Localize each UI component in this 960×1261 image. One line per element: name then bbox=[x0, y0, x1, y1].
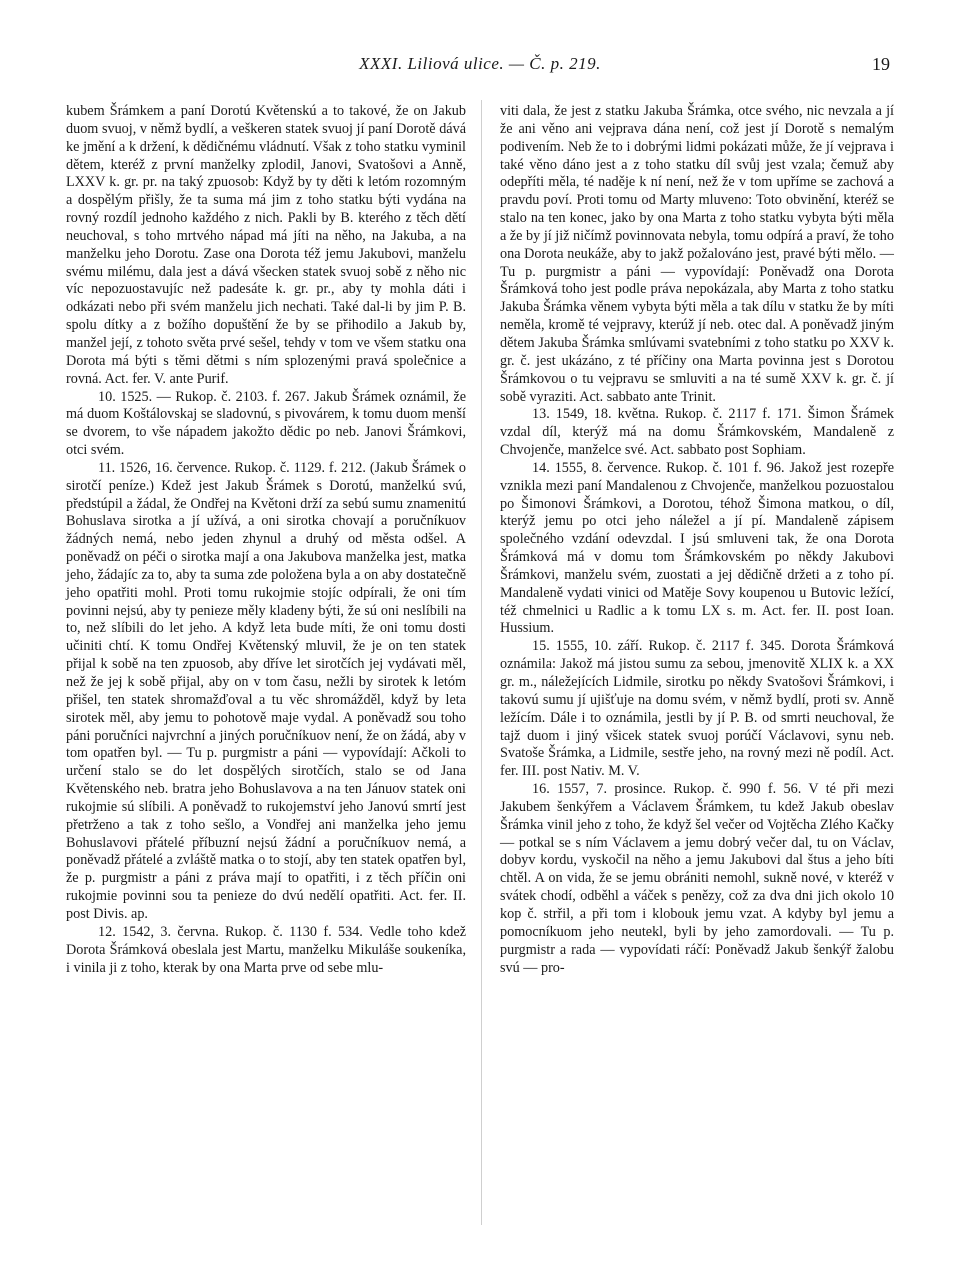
paragraph: 16. 1557, 7. prosince. Rukop. č. 990 f. 56. V té při mezi Jakubem šenkýřem a Václavem Šrámkem, tu kdež Jakub obeslav Šrámka vinil jeho z toho, že když šel večer od Vojtěcha Zlého Kačky — potkal se s ním Václavem a jemu dobrý večer dal, tu on Václav, dobyv kordu, vyskočil na něho a jemu Jakubovi dal štus a jeho bíti chtěl. A on vida, že se jemu obrániti nemohl, sukně nové, v kteréž v svátek chodí, odběhl a váček s penězy, což za dva dni jich okolo 10 kop č. strřil, a při tom i klobouk jemu vzat. A kdyby byl jemu a pomocníkuom jeho neutekl, byli by jeho zamordovali. — Tu p. purgmistr a rada — vypovídati ráčí: Poněvadž Jakub šenkýř žalobu svú — pro- bbox=[500, 781, 894, 976]
paragraph: 10. 1525. — Rukop. č. 2103. f. 267. Jakub Šrámek oznámil, že má duom Koštálovskaj se sladovnú, s pivovárem, k tomu duom menší se dvorem, to vše nápadem jakožto dědic po neb. Janovi Šrámkovi, otci svém. bbox=[66, 388, 466, 459]
right-column bbox=[500, 103, 894, 977]
paragraph: kubem Šrámkem a paní Dorotú Květenskú a to takové, že on Jakub duom svuoj, v němž bydlí, a veškeren statek svuoj jí paní Dorotě dává ke jmění a k držení, k dědičnému vládnutí. Však z toho statku vyminil dětem, kteréž z první manželky zplodil, Janovi, Svatošovi a Anně, LXXV k. gr. pr. na taký zpuosob: Když by ty děti k letóm rozomným a dospělým přišly, že ta suma má jim z toho statku býti vydána na rovný rozdíl jednoho každého z nich. Pakli by B. kterého z těch dětí neuchoval, s toho mrtvého nápad má jíti na něho, na Jakuba, a na manželku jeho Dorotu. Zase ona Dorota též jemu Jakubovi, manželu svému milému, dala jest a dává všecken statek svuoj sobě z něho nic víc nepozuostavujíc než padesáte k. gr. pr., aby ty mohla dáti i odkázati nebo při svém manželu jich nechati. Také dal-li by jim P. B. spolu dítky a z božího dopuštění že by se přihodilo a Jakub by, manžel její, z tohoto světa prvé sešel, tehdy v tom ve všem statku ona Dorota má býti s těmi dětmi s ním splozenými pravá společnice a rovná. Act. fer. V. ante Purif. bbox=[66, 103, 466, 387]
paragraph: 11. 1526, 16. července. Rukop. č. 1129. f. 212. (Jakub Šrámek o sirotčí peníze.) Kdež jest Jakub Šrámek s Dorotú, manželkú svú, předstúpil a žádal, že Ondřej na Květoni drží za sebú sumu znamenitú Bohuslava sirotka a jí užívá, a oni sirotka chovají a poručníkuov žádných nemá, nebo jeden zhynul a druhý od města odšel. A poněvadž on péči o sirotka mají a ona Jakubova manželka jest, matka jeho, žádajíc za to, aby ta suma zde položena byla a on aby dostatečně jeho opatřiti mohl. Proti tomu rukojmie stojíc odpírali, že oni tím povinni nejsú, aby ty penieze měly kladeny býti, že sú oni neslíbili na to, než slíbili do let jeho. A když leta bude míti, že oni tomu dosti učiniti chtí. K tomu Ondřej Květenský mluvil, že je on ten statek přijal k sobě na ten zpuosob, aby dříve let sirotčích jej vydávati měl, než že jej k sobě přijal, aby on v tom času, nežli by sirotek k letóm přišel, ten statek shromažďoval a tu věc shromážděl, když by leta sirotek měl, aby jemu to pohotově maje vydal. A poněvadž sou toho páni poručníci najvrchní a jiných poručníkuov není, že on žádá, aby v tom opatřen byl. — Tu p. purgmistr a páni — vypovídají: Ačkoli to určení stalo se do let dospělých sirotčích, stalo se od Jana Květenského neb. bratra jeho Bohuslavova a na ten Jánuov statek oni rukojmie sú slíbili. A poněvadž to rukojemství jeho Janovú smrtí jest přetrženo a tak z toho sešlo, a Vondřej ani manželka jeho jemu Bohuslavovi přátelé příbuzní nejsú žádní a poručníkuov nemá, a poněvadž přátelé a zvláště matka o to stojí, aby ten statek opatřen byl, že p. purgmistr a páni z práva mají to opatřiti, i z těch příčin oni rukojmie povinni sou ta penieze do dvú nedělí opatřiti. Act. fer. II. post Divis. ap. bbox=[66, 459, 466, 922]
paragraph: viti dala, že jest z statku Jakuba Šrámka, otce svého, nic nevzala a jí že ani věno ani vejprava dána není, což jest jí Dorotě s nemalým podivením. Neb že to i dobrými lidmi pokázati může, že jí vejprava i také věno dáno jest a z toho statku díl svůj jest vzala; čemuž aby odepříti měla, té naděje k ní není, než že v tom upříme se zachová a pravdu poví. Proti tomu od Marty mluveno: Toto obvinění, kteréž se stalo na ten konec, jako by ona Marta z toho statku vybyta býti měla a že by jí již ničímž povinnovata nebyla, tomu odpírá a praví, že toho ona Dorota neukáže, aby to jakž požalováno jest, pravé býti mělo. — Tu p. purgmistr a páni — vypovídají: Poněvadž ona Dorota Šrámková toho jest podle práva nepokázala, aby Marta z toho statku Jakuba Šrámka věnem vybyta býti měla a tak dílu v statku že by míti neměla, kromě té vejpravy, kterúž jí neb. otec dal. A poněvadž jiným dětem Jakuba Šrámka smlúvami svatebními z toho statku po XXV k. gr. č. jest ukázáno, z té příčiny ona Marta povinna jest s Dorotou Šrámkovou o tu vejpravu se smluviti a na té sumě XXV k. gr. č. jí sobě vyraziti. Act. sabbato ante Trinit. bbox=[500, 103, 894, 405]
paragraph: 14. 1555, 8. července. Rukop. č. 101 f. 96. Jakož jest rozepře vznikla mezi paní Mandalenou z Chvojenče, manželkou pozuostalou po Šimonovi Šrámkovi, a Dorotou, téhož Šimona matkou, o díl, kterýž jemu po otci jeho náležel a jí pí. Mandaleně zápisem společného vzdání odevzdal. I jsú smluveni tak, že ona Dorota Šrámková má v domu tom Šrámkovském po někdy Jakubovi Šrámkovi, manželu svém, zuostati a jej dědičně držeti a z toho pí. Mandaleně vydati vinici od Matěje Sovy koupenou u Butovic ležící, též chmelnici u Radlic a k tomu LX s. m. Act. fer. II. post Ioan. Hussium. bbox=[500, 459, 894, 637]
column-divider bbox=[481, 100, 482, 1225]
left-column bbox=[66, 103, 466, 977]
running-header bbox=[0, 54, 960, 80]
header-title: XXXI. Liliová ulice. — Č. p. 219. bbox=[359, 54, 601, 73]
paragraph: 15. 1555, 10. září. Rukop. č. 2117 f. 345. Dorota Šrámková oznámila: Jakož má jistou sumu za sebou, jmenovitě XLIX k. a XX gr. m., náležejících Lidmile, sirotku po někdy Svatošovi Šrámkovi, i takovú sumu jí ujišťuje na domu svém, v němž bydlí, proti sv. Anně ležícím. Dále i to oznámila, jestli by jí P. B. od smrti neuchoval, že tajž duom i jiný všicek statek svuoj porúčí Václavovi, synu neb. Svatoše Šrámka, a Lidmile, sestře jeho, na rovný mezi ně podíl. Act. fer. III. post Nativ. M. V. bbox=[500, 638, 894, 780]
paragraph: 12. 1542, 3. června. Rukop. č. 1130 f. 534. Vedle toho kdež Dorota Šrámková obeslala jest Martu, manželku Mikuláše soukeníka, i vinila ji z toho, kterak by ona Marta prve od sebe mlu- bbox=[66, 923, 466, 976]
paragraph: 13. 1549, 18. května. Rukop. č. 2117 f. 171. Šimon Šrámek vzdal díl, kterýž má na domu Šrámkovském, Mandaleně z Chvojenče, manželce své. Act. sabbato post Sophiam. bbox=[500, 406, 894, 459]
page-number: 19 bbox=[872, 54, 890, 74]
